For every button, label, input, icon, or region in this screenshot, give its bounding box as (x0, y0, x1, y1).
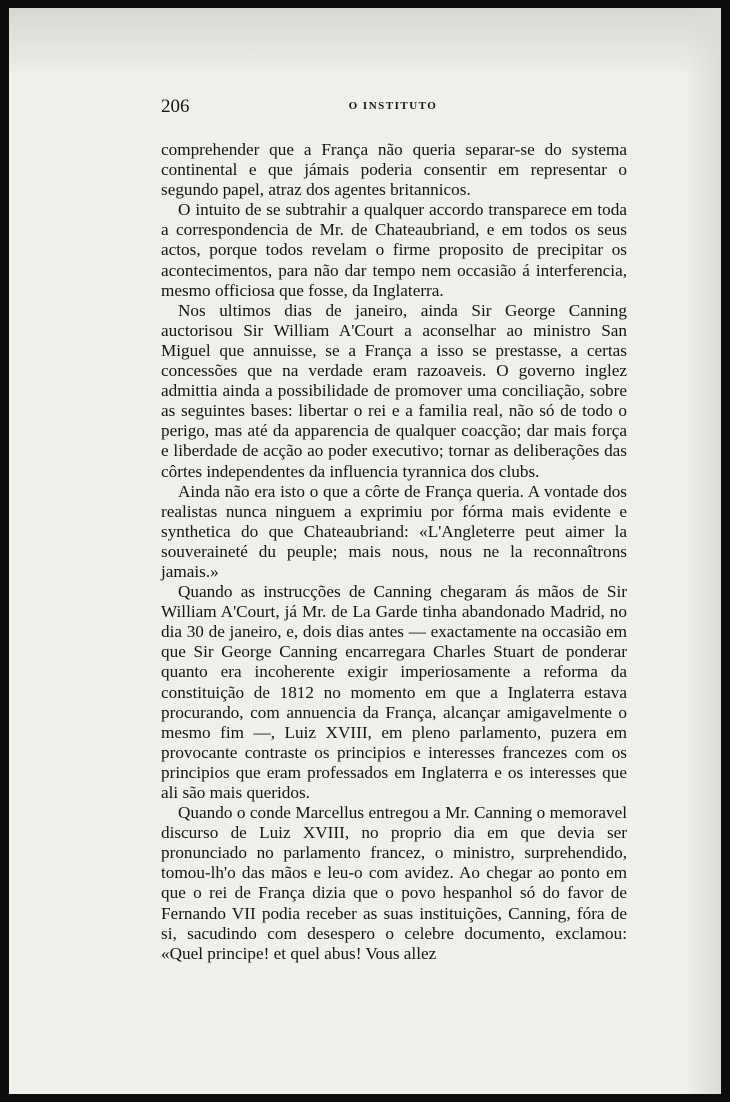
paragraph-6: Quando o conde Marcellus entregou a Mr. Canning o memoravel discurso de Luiz XVIII, no proprio dia em que devia ser pronunciado no parlamento francez, o ministro, surprehendido, tomou-lh'o das mãos e leu-o com avidez. Ao chegar ao ponto em que o rei de França dizia que o povo hespanhol só do favor de Fernando VII podia receber as suas instituições, Canning, fóra de si, sacudindo com desespero o celebre documento, exclamou: «Quel principe! et quel abus! Vous allez (161, 803, 627, 963)
body-text (161, 140, 627, 964)
page-header (161, 96, 625, 118)
paragraph-1: comprehender que a França não queria separar-se do systema continental e que jámais poderia consentir em representar o segundo papel, atraz dos agentes britannicos. (161, 140, 627, 200)
page-number: 206 (161, 96, 190, 117)
running-title: O INSTITUTO (348, 100, 438, 112)
scanned-page (9, 8, 721, 1094)
paragraph-2: O intuito de se subtrahir a qualquer accordo transparece em toda a correspondencia de Mr. de Chateaubriand, e em todos os seus actos, porque todos revelam o firme proposito de precipitar os acontecimentos, para não dar tempo nem occasião á interferencia, mesmo officiosa que fosse, da Inglaterra. (161, 200, 627, 300)
paragraph-5: Quando as instrucções de Canning chegaram ás mãos de Sir William A'Court, já Mr. de La Garde tinha abandonado Madrid, no dia 30 de janeiro, e, dois dias antes — exactamente na occasião em que Sir George Canning encarregara Charles Stuart de ponderar quanto era incoherente exigir imperiosamente a reforma da constituição de 1812 no momento em que a Inglaterra estava procurando, com annuencia da França, alcançar amigavelmente o mesmo fim —, Luiz XVIII, em pleno parlamento, puzera em provocante contraste os principios e interesses francezes com os principios que eram professados em Inglaterra e os interesses que ali são mais queridos. (161, 582, 627, 802)
paragraph-4: Ainda não era isto o que a côrte de França queria. A vontade dos realistas nunca ninguem a exprimiu por fórma mais evidente e synthetica do que Chateaubriand: «L'Angleterre peut aimer la souveraineté du peuple; mais nous, nous ne la reconnaîtrons jamais.» (161, 481, 627, 581)
paragraph-3: Nos ultimos dias de janeiro, ainda Sir George Canning auctorisou Sir William A'Court a aconselhar ao ministro San Miguel que annuisse, se a França a isso se prestasse, a certas concessões que na verdade eram razoaveis. O governo inglez admittia ainda a possibilidade de promover uma conciliação, sobre as seguintes bases: libertar o rei e a familia real, não só de todo o perigo, mas até da apparencia de qualquer coacção; dar mais força e liberdade de acção ao poder executivo; tornar as deliberações das côrtes independentes da influencia tyrannica dos clubs. (161, 300, 627, 481)
